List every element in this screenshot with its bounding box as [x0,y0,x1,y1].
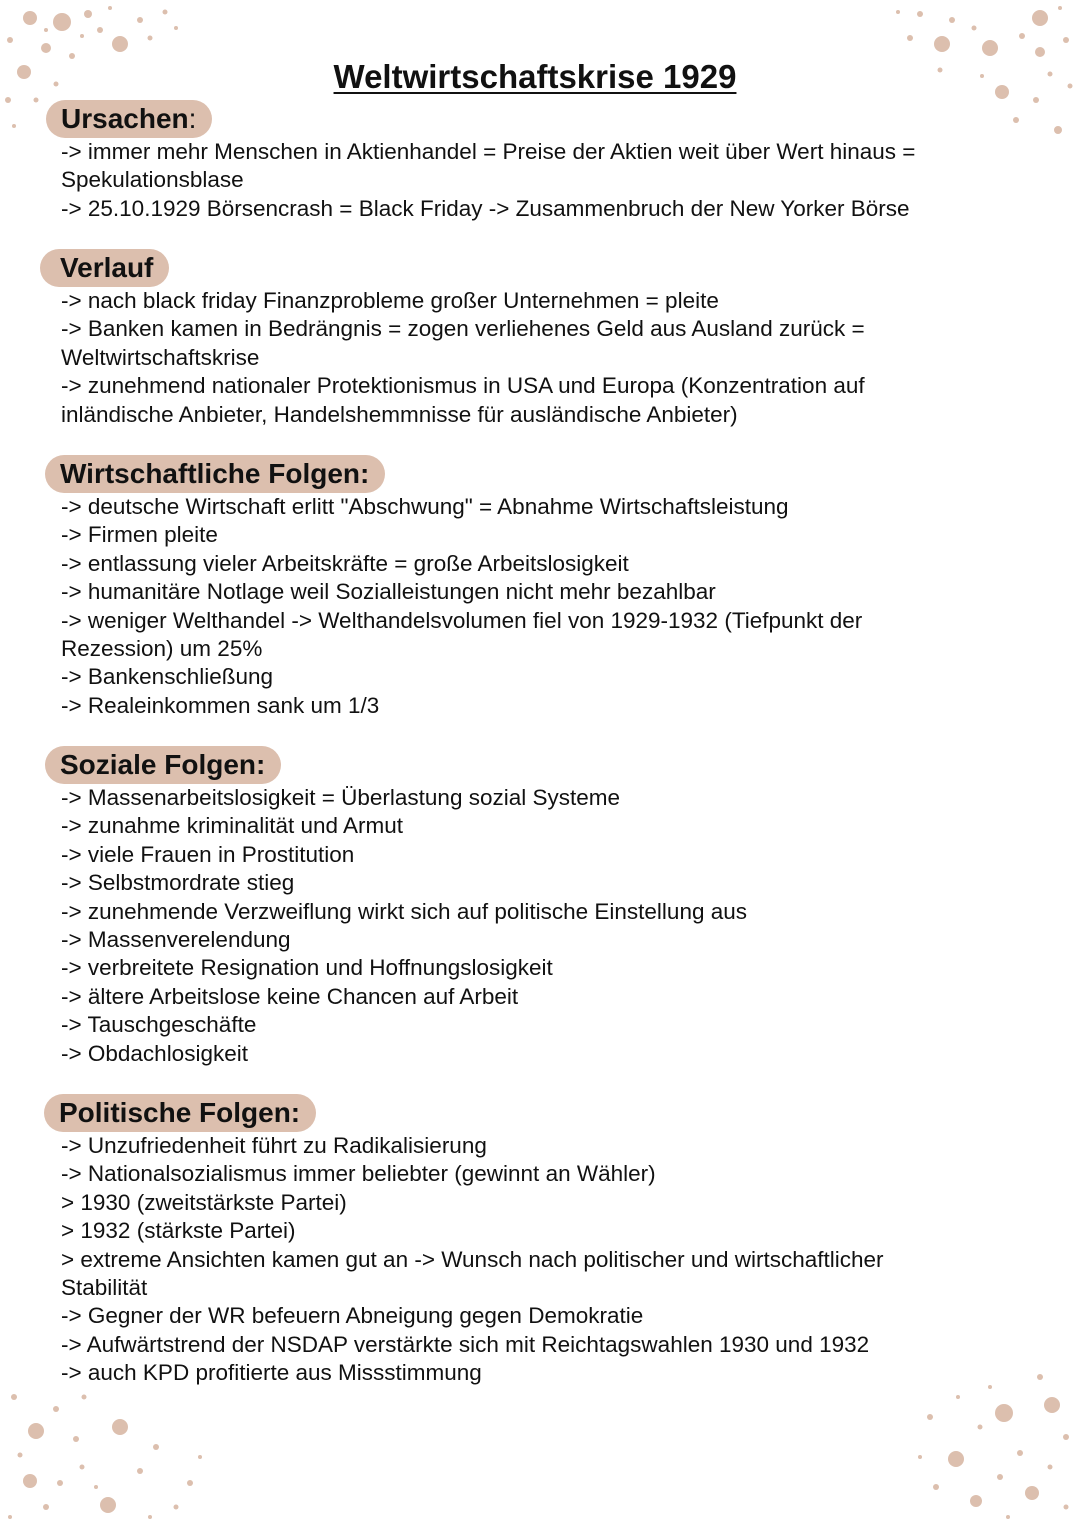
text-line: -> deutsche Wirtschaft erlitt "Abschwung" = Abnahme Wirtschaftsleistung [61,494,789,519]
section-heading-colon: : [188,103,197,134]
section-heading-text: Ursachen [61,103,189,134]
text-line: -> Gegner der WR befeuern Abneigung gegen Demokratie [61,1303,644,1329]
text-line: -> Unzufriedenheit führt zu Radikalisierung [61,1133,487,1158]
text-line: -> zunehmende Verzweiflung wirkt sich auf politische Einstellung aus [61,898,747,924]
section-verlauf [0,249,1080,429]
section-ursachen [0,100,1080,223]
section-heading-text: Soziale Folgen: [60,749,266,780]
text-line: -> Firmen pleite [61,522,218,548]
section-heading [44,1094,316,1132]
section-lines [0,287,1080,429]
text-line: -> Banken kamen in Bedrängnis = zogen verliehenes Geld aus Ausland zurück = [61,316,865,342]
section-wirtschaftliche-folgen [0,455,1080,720]
text-line: -> Tauschgeschäfte [61,1012,257,1038]
text-line: Rezession) um 25% [61,636,263,662]
text-line: -> humanitäre Notlage weil Sozialleistungen nicht mehr bezahlbar [61,579,716,605]
text-line: > 1932 (stärkste Partei) [61,1218,296,1244]
text-line: -> zunehmend nationaler Protektionismus in USA und Europa (Konzentration auf [61,373,865,399]
text-line: > 1930 (zweitstärkste Partei) [61,1189,347,1215]
section-lines [0,784,1080,1068]
text-line: -> auch KPD profitierte aus Missstimmung [61,1360,482,1386]
section-lines [0,138,1080,223]
text-line: -> Massenverelendung [61,927,291,953]
section-heading [46,100,212,138]
text-line: -> viele Frauen in Prostitution [61,841,355,867]
text-line: -> weniger Welthandel -> Welthandelsvolumen fiel von 1929-1932 (Tiefpunkt der [61,607,863,633]
text-line: Weltwirtschaftskrise [61,344,260,370]
decorative-dots-bottom-left [0,1367,220,1527]
text-line: -> zunahme kriminalität und Armut [61,813,404,839]
text-line: -> entlassung vieler Arbeitskräfte = große Arbeitslosigkeit [61,550,629,576]
section-heading [45,746,281,784]
section-heading-text: Wirtschaftliche Folgen: [60,458,370,489]
section-heading [40,249,169,287]
text-line: -> verbreitete Resignation und Hoffnungslosigkeit [61,955,553,981]
section-soziale-folgen [0,746,1080,1068]
section-lines [0,1132,1080,1388]
text-line: -> nach black friday Finanzprobleme großer Unternehmen = pleite [61,288,719,313]
section-heading [45,455,385,493]
text-line: -> Nationalsozialismus immer beliebter (gewinnt an Wähler) [61,1161,656,1187]
text-line: Spekulationsblase [61,167,244,193]
section-heading-text: Politische Folgen: [59,1097,301,1128]
section-heading-text: Verlauf [60,252,154,283]
page-title: Weltwirtschaftskrise 1929 [333,58,737,95]
text-line: -> Bankenschließung [61,664,274,690]
text-line: > extreme Ansichten kamen gut an -> Wunsch nach politischer und wirtschaftlicher [61,1246,884,1272]
text-line: -> Aufwärtstrend der NSDAP verstärkte sich mit Reichtagswahlen 1930 und 1932 [61,1331,870,1357]
text-line: -> 25.10.1929 Börsencrash = Black Friday -> Zusammenbruch der New Yorker Börse [61,195,910,221]
section-politische-folgen [0,1094,1080,1388]
text-line: Stabilität [61,1275,148,1301]
section-lines [0,493,1080,720]
text-line: inländische Anbieter, Handelshemmnisse für ausländische Anbieter) [61,401,738,427]
text-line: -> Obdachlosigkeit [61,1040,248,1066]
text-line: -> ältere Arbeitslose keine Chancen auf Arbeit [61,983,519,1009]
text-line: -> Realeinkommen sank um 1/3 [61,692,380,718]
text-line: -> Selbstmordrate stieg [61,870,295,896]
text-line: -> Massenarbeitslosigkeit = Überlastung sozial Systeme [61,785,621,810]
text-line: -> immer mehr Menschen in Aktienhandel = Preise der Aktien weit über Wert hinaus = [61,139,916,164]
